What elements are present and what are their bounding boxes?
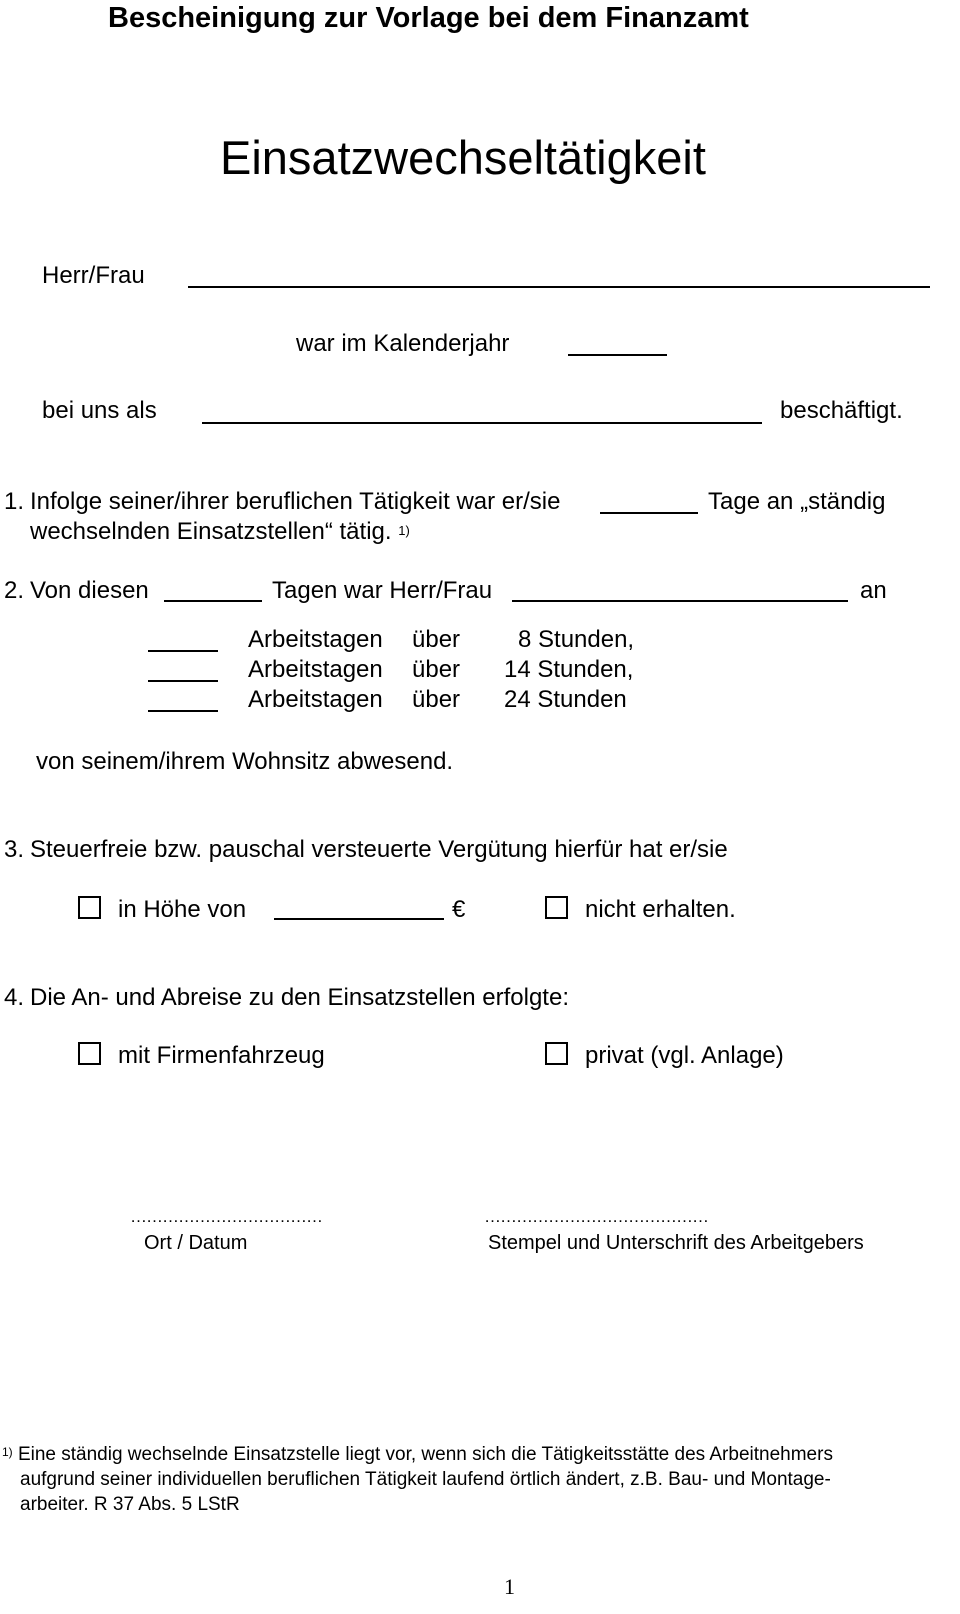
section1-text-b: Tage an „ständig (708, 488, 886, 515)
section1-text-c-label: wechselnden Einsatzstellen“ tätig. (30, 518, 392, 545)
section4-number: 4. (4, 984, 25, 1011)
footnote-text-1: Eine ständig wechselnde Einsatzstelle liegt vor, wenn sich die Tätigkeitsstätte des Arbeitnehmers (17, 1444, 833, 1465)
row-hours: 8 Stunden, (518, 626, 635, 653)
section2-text-b: Tagen war Herr/Frau (272, 577, 493, 604)
company-car-label: mit Firmenfahrzeug (118, 1042, 325, 1069)
row-unit: Arbeitstagen (248, 686, 383, 713)
section2-text-a: Von diesen (30, 577, 149, 604)
section3-number: 3. (4, 836, 25, 863)
year-field[interactable] (568, 354, 667, 356)
section4-text: Die An- und Abreise zu den Einsatzstellen erfolgte: (30, 984, 569, 1011)
person-label: Herr/Frau (42, 262, 145, 289)
section2-text-c: an (860, 577, 887, 604)
footnote-marker: 1) (2, 1445, 13, 1459)
footnote-line-3: arbeiter. R 37 Abs. 5 LStR (20, 1494, 240, 1515)
row-unit: Arbeitstagen (248, 656, 383, 683)
days-8h-field[interactable] (148, 650, 218, 652)
year-label: war im Kalenderjahr (296, 330, 510, 357)
role-field[interactable] (202, 422, 762, 424)
days-subset-field[interactable] (164, 600, 262, 602)
days-14h-field[interactable] (148, 680, 218, 682)
form-heading: Einsatzwechseltätigkeit (220, 131, 706, 184)
days-field[interactable] (600, 512, 698, 514)
section3-text: Steuerfreie bzw. pauschal versteuerte Vergütung hierfür hat er/sie (30, 836, 728, 863)
employed-label: beschäftigt. (780, 397, 903, 424)
form-title: Bescheinigung zur Vorlage bei dem Finanzamt (108, 2, 749, 34)
not-received-checkbox[interactable] (545, 896, 568, 919)
private-checkbox[interactable] (545, 1042, 568, 1065)
row-hours: 24 Stunden (504, 686, 627, 713)
section1-text-c (30, 520, 410, 544)
section1-number: 1. (4, 488, 25, 515)
amount-option-label: in Höhe von (118, 896, 247, 923)
person-name-field-2[interactable] (512, 600, 848, 602)
page-number: 1 (504, 1574, 515, 1599)
amount-checkbox[interactable] (78, 896, 101, 919)
days-24h-field[interactable] (148, 710, 218, 712)
section2-closing: von seinem/ihrem Wohnsitz abwesend. (36, 748, 454, 775)
row-over: über (412, 626, 461, 653)
role-label: bei uns als (42, 397, 157, 424)
section1-text-a: Infolge seiner/ihrer beruflichen Tätigkeit war er/sie (30, 488, 561, 515)
footnote-ref: 1) (398, 523, 410, 538)
signature-line[interactable]: …………………………………… (484, 1207, 708, 1226)
place-date-label: Ort / Datum (144, 1232, 248, 1254)
company-car-checkbox[interactable] (78, 1042, 101, 1065)
section2-number: 2. (4, 577, 25, 604)
place-date-line[interactable]: ……………………………… (130, 1207, 322, 1226)
private-label: privat (vgl. Anlage) (585, 1042, 784, 1069)
currency-symbol: € (452, 896, 466, 923)
row-over: über (412, 686, 461, 713)
not-received-label: nicht erhalten. (585, 896, 736, 923)
person-name-field[interactable] (188, 286, 930, 288)
footnote-line-1 (2, 1442, 833, 1468)
row-over: über (412, 656, 461, 683)
footnote-line-2: aufgrund seiner individuellen beruflichen Tätigkeit laufend örtlich ändert, z.B. Bau- und Montage- (20, 1469, 831, 1490)
row-hours: 14 Stunden, (504, 656, 634, 683)
amount-field[interactable] (274, 918, 444, 920)
signature-label: Stempel und Unterschrift des Arbeitgebers (488, 1232, 864, 1254)
row-unit: Arbeitstagen (248, 626, 383, 653)
